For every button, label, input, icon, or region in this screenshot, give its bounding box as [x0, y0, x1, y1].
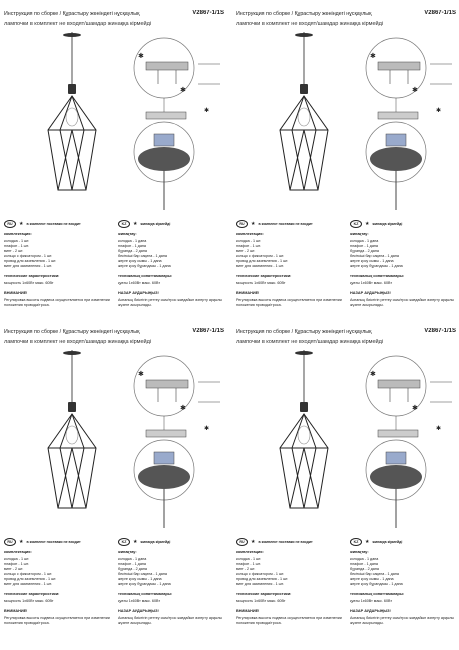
kz-kit-item: жерге қосу бұрандасы - 1 дана: [350, 582, 403, 586]
kz-kit-item: жерге қосу сымы - 1 дана: [118, 577, 162, 581]
ru-not-included-note: в комплект поставки не входит: [26, 221, 81, 226]
svg-text:✱: ✱: [138, 371, 144, 378]
kz-kit-heading: жинақтау:: [118, 232, 137, 236]
kz-kit-heading: жинақтау:: [350, 550, 369, 554]
kz-tech-spec: қуаты 1х60Вт макс. 60Вт: [350, 599, 393, 603]
pendant-lamp-illustration: [264, 350, 344, 520]
kz-column: [350, 220, 456, 308]
star-icon: ★: [251, 221, 256, 227]
title-row: [4, 10, 224, 20]
svg-text:✱: ✱: [436, 426, 442, 432]
ru-not-included-note: в комплект поставки не входит: [258, 539, 313, 544]
ru-tech-spec: мощность 1х60Вт макс. 60Вт: [236, 599, 286, 603]
kz-kit-item: плафон - 1 дана: [350, 562, 378, 566]
ru-warning-heading: ВНИМАНИЕ!: [236, 291, 260, 295]
ru-kit-item: провод для заземления - 1 шт.: [236, 259, 289, 263]
kz-kit-item: бекіткіші бар сақина - 1 дана: [118, 254, 167, 258]
pendant-lamp-illustration: [32, 350, 112, 520]
kz-kit-item: колодка - 1 дана: [118, 557, 147, 561]
instruction-page: [236, 328, 456, 642]
ru-kit-heading: комплектация:: [4, 232, 32, 236]
ru-warning-text: Регулировка высоты подвеса осуществляется при изменении положения провода/троса.: [236, 298, 342, 307]
star-icon: ★: [19, 221, 24, 227]
model-number: V2867-1/1S: [192, 10, 224, 16]
model-number: V2867-1/1S: [424, 328, 456, 334]
kz-kit-item: жерге қосу бұрандасы - 1 дана: [350, 264, 403, 268]
ru-kit-item: провод для заземления - 1 шт.: [236, 577, 289, 581]
svg-text:✱: ✱: [412, 405, 418, 412]
kz-kit-item: колодка - 1 дана: [350, 239, 379, 243]
kz-badge: KZ: [350, 538, 362, 546]
ru-badge: RU: [4, 538, 16, 546]
ru-kit-item: провод для заземления - 1 шт.: [4, 259, 57, 263]
title-row: [236, 10, 456, 20]
ru-kit-heading: комплектация:: [4, 550, 32, 554]
star-icon: ★: [19, 539, 24, 545]
ru-badge: RU: [236, 538, 248, 546]
instruction-page: [4, 328, 224, 642]
title-row: [236, 328, 456, 338]
assembly-diagram: [124, 34, 224, 214]
ru-kit-item: винт для заземления - 1 шт.: [236, 582, 284, 586]
assembly-diagram: [124, 352, 224, 532]
svg-text:✱: ✱: [138, 53, 144, 60]
kz-warning-text: Аспаның биіктігін реттеу сым/трос жағдайын өзгерту арқылы жүзеге асырылады.: [350, 298, 455, 307]
kz-kit-item: колодка - 1 дана: [118, 239, 147, 243]
kz-kit-heading: жинақтау:: [118, 550, 137, 554]
ru-tech-heading: технические характеристики:: [236, 274, 292, 278]
title-row: [4, 328, 224, 338]
ru-kit-heading: комплектация:: [236, 550, 264, 554]
kz-column: [118, 220, 224, 308]
ru-kit-item: провод для заземления - 1 шт.: [4, 577, 57, 581]
kz-badge: KZ: [350, 220, 362, 228]
bulb-note: лампочки в комплект не входят/шамдар жинаққа кірмейді: [236, 339, 384, 345]
ru-kit-item: винт для заземления - 1 шт.: [4, 264, 52, 268]
kz-kit-item: жерге қосу сымы - 1 дана: [350, 259, 394, 263]
kz-column: [350, 538, 456, 626]
kz-kit-item: бекіткіші бар сақина - 1 дана: [350, 254, 399, 258]
assembly-diagram: [356, 352, 456, 532]
kz-not-included-note: жинаққа кірмейді: [140, 221, 171, 226]
ru-kit-item: колодка - 1 шт.: [4, 239, 30, 243]
svg-text:✱: ✱: [204, 108, 210, 114]
kz-kit-item: жерге қосу бұрандасы - 1 дана: [118, 582, 171, 586]
ru-warning-text: Регулировка высоты подвеса осуществляется при изменении положения провода/троса.: [236, 616, 342, 625]
kz-warning-text: Аспаның биіктігін реттеу сым/трос жағдайын өзгерту арқылы жүзеге асырылады.: [118, 298, 223, 307]
ru-column: [4, 538, 110, 626]
svg-text:✱: ✱: [204, 426, 210, 432]
kz-warning-text: Аспаның биіктігін реттеу сым/трос жағдайын өзгерту арқылы жүзеге асырылады.: [350, 616, 455, 625]
pendant-lamp-illustration: [32, 32, 112, 202]
kz-kit-item: бұранда - 2 дана: [350, 567, 379, 571]
kz-kit-item: жерге қосу бұрандасы - 1 дана: [118, 264, 171, 268]
kz-kit-item: бекіткіші бар сақина - 1 дана: [350, 572, 399, 576]
model-number: V2867-1/1S: [192, 328, 224, 334]
instruction-title: Инструкция по сборке / Құрастыру жөніндегі нұсқаулық: [4, 11, 140, 17]
kz-tech-heading: техникалық сипаттамалары:: [350, 592, 405, 596]
ru-not-included-note: в комплект поставки не входит: [26, 539, 81, 544]
ru-kit-item: кольцо с фиксатором - 1 шт.: [4, 572, 53, 576]
ru-kit-item: плафон - 1 шт.: [236, 244, 261, 248]
kz-kit-item: бұранда - 2 дана: [350, 249, 379, 253]
ru-kit-item: плафон - 1 шт.: [236, 562, 261, 566]
kz-kit-item: бекіткіші бар сақина - 1 дана: [118, 572, 167, 576]
ru-kit-item: винт для заземления - 1 шт.: [236, 264, 284, 268]
kz-tech-heading: техникалық сипаттамалары:: [350, 274, 405, 278]
instruction-title: Инструкция по сборке / Құрастыру жөніндегі нұсқаулық: [4, 329, 140, 335]
kz-warning-heading: НАЗАР АУДАРЫҢЫЗ!: [118, 609, 159, 613]
bulb-note: лампочки в комплект не входят/шамдар жинаққа кірмейді: [4, 21, 152, 27]
kz-not-included-note: жинаққа кірмейді: [372, 221, 403, 226]
specifications-block: [236, 538, 456, 642]
kz-tech-spec: қуаты 1х60Вт макс. 60Вт: [118, 599, 161, 603]
assembly-diagram: [356, 34, 456, 214]
ru-badge: RU: [236, 220, 248, 228]
ru-column: [236, 220, 342, 308]
instruction-title: Инструкция по сборке / Құрастыру жөніндегі нұсқаулық: [236, 11, 372, 17]
ru-warning-text: Регулировка высоты подвеса осуществляется при изменении положения провода/троса.: [4, 616, 110, 625]
kz-warning-text: Аспаның биіктігін реттеу сым/трос жағдайын өзгерту арқылы жүзеге асырылады.: [118, 616, 223, 625]
kz-tech-spec: қуаты 1х60Вт макс. 60Вт: [350, 281, 393, 285]
kz-kit-item: бұранда - 2 дана: [118, 249, 147, 253]
star-icon: ★: [133, 221, 138, 227]
kz-kit-item: жерге қосу сымы - 1 дана: [350, 577, 394, 581]
ru-tech-heading: технические характеристики:: [236, 592, 292, 596]
kz-not-included-note: жинаққа кірмейді: [140, 539, 171, 544]
kz-kit-item: бұранда - 2 дана: [118, 567, 147, 571]
ru-kit-item: кольцо с фиксатором - 1 шт.: [4, 254, 53, 258]
ru-kit-item: винт - 2 шт.: [236, 567, 256, 571]
bulb-note: лампочки в комплект не входят/шамдар жинаққа кірмейді: [4, 339, 152, 345]
ru-warning-heading: ВНИМАНИЕ!: [4, 609, 28, 613]
kz-not-included-note: жинаққа кірмейді: [372, 539, 403, 544]
ru-badge: RU: [4, 220, 16, 228]
kz-tech-spec: қуаты 1х60Вт макс. 60Вт: [118, 281, 161, 285]
specifications-block: [236, 220, 456, 324]
specifications-block: [4, 220, 224, 324]
svg-text:✱: ✱: [412, 87, 418, 94]
ru-warning-heading: ВНИМАНИЕ!: [4, 291, 28, 295]
ru-kit-item: колодка - 1 шт.: [236, 557, 262, 561]
ru-kit-item: плафон - 1 шт.: [4, 244, 29, 248]
instruction-title: Инструкция по сборке / Құрастыру жөніндегі нұсқаулық: [236, 329, 372, 335]
bulb-note: лампочки в комплект не входят/шамдар жинаққа кірмейді: [236, 21, 384, 27]
svg-text:✱: ✱: [370, 53, 376, 60]
ru-tech-spec: мощность 1х60Вт макс. 60Вт: [4, 281, 54, 285]
ru-tech-spec: мощность 1х60Вт макс. 60Вт: [236, 281, 286, 285]
ru-warning-heading: ВНИМАНИЕ!: [236, 609, 260, 613]
ru-kit-item: кольцо с фиксатором - 1 шт.: [236, 254, 285, 258]
kz-kit-item: колодка - 1 дана: [350, 557, 379, 561]
svg-text:✱: ✱: [180, 87, 186, 94]
specifications-block: [4, 538, 224, 642]
ru-column: [4, 220, 110, 308]
ru-kit-heading: комплектация:: [236, 232, 264, 236]
kz-kit-item: жерге қосу сымы - 1 дана: [118, 259, 162, 263]
kz-warning-heading: НАЗАР АУДАРЫҢЫЗ!: [118, 291, 159, 295]
kz-kit-item: плафон - 1 дана: [118, 244, 146, 248]
kz-kit-heading: жинақтау:: [350, 232, 369, 236]
ru-warning-text: Регулировка высоты подвеса осуществляется при изменении положения провода/троса.: [4, 298, 110, 307]
ru-tech-heading: технические характеристики:: [4, 274, 60, 278]
model-number: V2867-1/1S: [424, 10, 456, 16]
kz-warning-heading: НАЗАР АУДАРЫҢЫЗ!: [350, 609, 391, 613]
svg-text:✱: ✱: [370, 371, 376, 378]
svg-text:✱: ✱: [436, 108, 442, 114]
kz-tech-heading: техникалық сипаттамалары:: [118, 592, 173, 596]
star-icon: ★: [251, 539, 256, 545]
ru-kit-item: колодка - 1 шт.: [236, 239, 262, 243]
ru-kit-item: колодка - 1 шт.: [4, 557, 30, 561]
kz-badge: KZ: [118, 538, 130, 546]
ru-tech-heading: технические характеристики:: [4, 592, 60, 596]
instruction-page: [4, 10, 224, 324]
ru-tech-spec: мощность 1х60Вт макс. 60Вт: [4, 599, 54, 603]
ru-kit-item: винт для заземления - 1 шт.: [4, 582, 52, 586]
kz-column: [118, 538, 224, 626]
star-icon: ★: [133, 539, 138, 545]
kz-kit-item: плафон - 1 дана: [118, 562, 146, 566]
ru-kit-item: винт - 2 шт.: [4, 567, 24, 571]
ru-kit-item: кольцо с фиксатором - 1 шт.: [236, 572, 285, 576]
svg-text:✱: ✱: [180, 405, 186, 412]
ru-kit-item: плафон - 1 шт.: [4, 562, 29, 566]
ru-kit-item: винт - 2 шт.: [4, 249, 24, 253]
kz-badge: KZ: [118, 220, 130, 228]
pendant-lamp-illustration: [264, 32, 344, 202]
kz-tech-heading: техникалық сипаттамалары:: [118, 274, 173, 278]
kz-kit-item: плафон - 1 дана: [350, 244, 378, 248]
star-icon: ★: [365, 539, 370, 545]
star-icon: ★: [365, 221, 370, 227]
kz-warning-heading: НАЗАР АУДАРЫҢЫЗ!: [350, 291, 391, 295]
ru-not-included-note: в комплект поставки не входит: [258, 221, 313, 226]
ru-column: [236, 538, 342, 626]
ru-kit-item: винт - 2 шт.: [236, 249, 256, 253]
instruction-page: [236, 10, 456, 324]
